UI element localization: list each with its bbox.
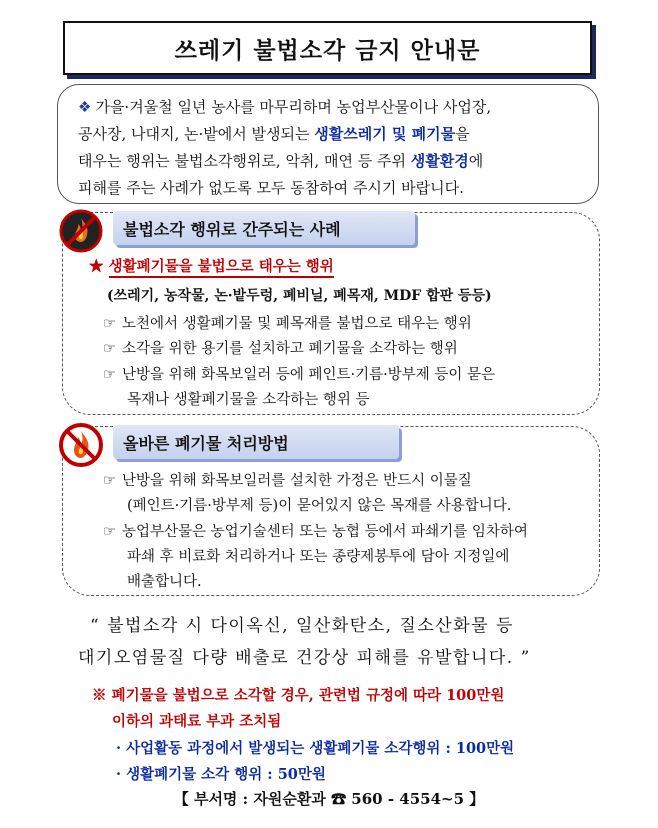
title-box bbox=[63, 21, 592, 75]
highlight-line: ★ 생활폐기물을 불법으로 태우는 행위 bbox=[89, 255, 334, 276]
section-proper-disposal bbox=[62, 426, 600, 596]
penalty-line-2: 이하의 과태료 부과 조치됨 bbox=[112, 713, 282, 730]
pointing-hand-icon: ☞ bbox=[103, 341, 116, 357]
pointing-hand-icon: ☞ bbox=[103, 473, 116, 489]
list-item: ☞ 소각을 위한 용기를 설치하고 폐기물을 소각하는 행위 bbox=[103, 341, 458, 357]
no-burning-icon bbox=[59, 209, 103, 253]
list-item: ☞ 난방을 위해 화목보일러 등에 페인트·기름·방부제 등이 묻은 bbox=[103, 367, 496, 383]
warning-quote-line-2: 대기오염물질 다량 배출로 건강상 피해를 유발합니다. ” bbox=[78, 648, 531, 668]
list-item-continued: 파쇄 후 비료화 처리하거나 또는 종량제봉투에 담아 지정일에 bbox=[127, 549, 510, 565]
penalty-line-1: ※ 폐기물을 불법으로 소각할 경우, 관련법 규정에 따라 100만원 bbox=[92, 687, 505, 704]
no-fire-icon bbox=[59, 423, 103, 467]
penalty-item-business: · 사업활동 과정에서 발생되는 생활폐기물 소각행위 : 100만원 bbox=[116, 740, 515, 757]
list-item-continued: 배출합니다. bbox=[127, 574, 202, 590]
department-contact: 【 부서명 : 자원순환과 ☎ 560 - 4554~5 】 bbox=[173, 790, 485, 808]
list-item-continued: 목재나 생활폐기물을 소각하는 행위 등 bbox=[127, 392, 370, 408]
penalty-item-household: · 생활폐기물 소각 행위 : 50만원 bbox=[116, 766, 326, 783]
reference-mark-icon: ※ bbox=[92, 687, 107, 704]
pointing-hand-icon: ☞ bbox=[103, 316, 116, 332]
section-1-heading: 불법소각 행위로 간주되는 사례 bbox=[113, 211, 415, 245]
list-item: ☞ 농업부산물은 농업기술센터 또는 농협 등에서 파쇄기를 임차하여 bbox=[103, 524, 528, 540]
pointing-hand-icon: ☞ bbox=[103, 367, 116, 383]
intro-box bbox=[57, 84, 599, 204]
page-title: 쓰레기 불법소각 금지 안내문 bbox=[174, 37, 481, 64]
items-note: (쓰레기, 농작물, 논·밭두렁, 폐비닐, 폐목재, MDF 합판 등등) bbox=[107, 288, 492, 304]
diamond-bullet-icon: ❖ bbox=[78, 98, 92, 116]
list-item: ☞ 노천에서 생활폐기물 및 폐목재를 불법으로 태우는 행위 bbox=[103, 316, 472, 332]
pointing-hand-icon: ☞ bbox=[103, 524, 116, 540]
intro-line-2: 공사장, 나대지, 논·밭에서 발생되는 생활쓰레기 및 폐기물을 bbox=[78, 125, 470, 143]
section-2-heading: 올바른 폐기물 처리방법 bbox=[113, 425, 399, 459]
section-illegal-burning bbox=[62, 212, 600, 415]
intro-line-4: 피해를 주는 사례가 없도록 모두 동참하여 주시기 바랍니다. bbox=[78, 179, 464, 197]
list-item: ☞ 난방을 위해 화목보일러를 설치한 가정은 반드시 이물질 bbox=[103, 473, 472, 489]
warning-quote-line-1: “ 불법소각 시 다이옥신, 일산화탄소, 질소산화물 등 bbox=[90, 616, 514, 636]
star-icon: ★ bbox=[89, 258, 104, 275]
intro-line-3: 태우는 행위는 불법소각행위로, 악취, 매연 등 주위 생활환경에 bbox=[78, 152, 484, 170]
intro-line-1: ❖ 가을·겨울철 일년 농사를 마무리하며 농업부산물이나 사업장, bbox=[78, 98, 492, 116]
list-item-continued: (페인트·기름·방부제 등)이 묻어있지 않은 목재를 사용합니다. bbox=[127, 498, 512, 514]
